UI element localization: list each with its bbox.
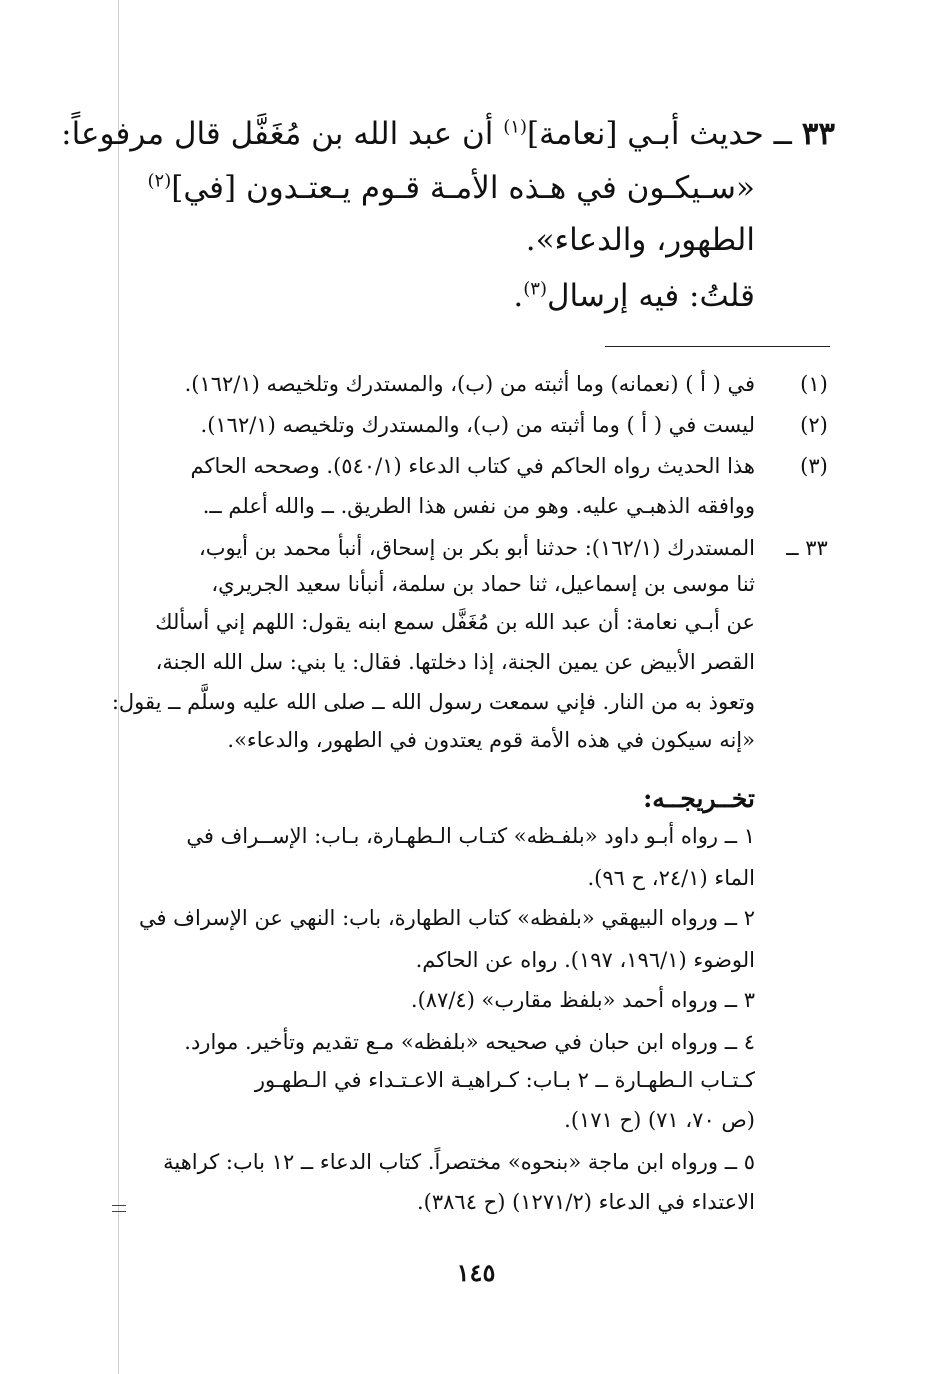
hadith-line-2: «سـيكـون في هـذه الأمـة قـوم يـعتـدون [في]$^{(٢)}$	[147, 170, 755, 206]
footnote-text: ليست في ( أ ) وما أثبته من (ب)، والمستدرك وتلخيصه (١٦٢/١).	[200, 413, 755, 437]
sanad-number: ٣٣ ــ	[786, 536, 828, 560]
footnote-number: (٢)	[800, 413, 828, 437]
takhrij-line: (ص ٧٠، ٧١) (ح ١٧١).	[564, 1108, 755, 1132]
takhrij-line: ٣ ــ ورواه أحمد «بلفظ مقارب» (٨٧/٤).	[410, 988, 755, 1012]
hadith-number: ٣٣	[801, 116, 835, 152]
footnote-text: هذا الحديث رواه الحاكم في كتاب الدعاء (٥٤٠/١). وصححه الحاكم	[190, 454, 755, 478]
takhrij-line: الوضوء (١٩٦/١، ١٩٧). رواه عن الحاكم.	[415, 948, 755, 972]
sanad-line: القصر الأبيض عن يمين الجنة، إذا دخلتها. فقال: يا بني: سل الله الجنة،	[155, 650, 755, 674]
sanad-line: «إنه سيكون في هذه الأمة قوم يعتدون في الطهور، والدعاء».	[227, 728, 755, 752]
edge-mark	[112, 1205, 126, 1206]
sanad-line: وتعوذ به من النار. فإني سمعت رسول الله ــ صلى الله عليه وسلَّم ــ يقول:	[111, 690, 755, 714]
footnote-number: (١)	[800, 372, 828, 396]
takhrij-line: ٥ ــ ورواه ابن ماجة «بنحوه» مختصراً. كتاب الدعاء ــ ١٢ باب: كراهية	[163, 1150, 755, 1174]
hadith-line-4: قلتُ: فيه إرسال$^{(٣)}$.	[513, 278, 755, 314]
takhrij-line: ٤ ــ ورواه ابن حبان في صحيحه «بلفظه» مـع تقديم وتأخير. موارد.	[184, 1030, 755, 1054]
takhrij-heading: تخــريجــه:	[643, 784, 755, 813]
page-body	[61, 0, 835, 1374]
footnote-number: (٣)	[800, 454, 828, 478]
footnote-text: في ( أ ) (نعمانه) وما أثبته من (ب)، والمستدرك وتلخيصه (١٦٢/١).	[184, 372, 755, 396]
margin-line	[118, 0, 119, 1374]
takhrij-line: كـتـاب الـطهـارة ــ ٢ بـاب: كـراهيـة الاعـتـداء في الـطهـور	[254, 1068, 755, 1092]
sanad-line: ثنا موسى بن إسماعيل، ثنا حماد بن سلمة، أنبأنا سعيد الجريري،	[211, 572, 755, 596]
takhrij-line: ١ ــ رواه أبـو داود «بلفـظه» كتـاب الـطهـارة، بـاب: الإســراف في	[186, 824, 755, 848]
footnote-separator	[605, 346, 830, 347]
takhrij-line: الماء (٢٤/١، ح ٩٦).	[587, 866, 755, 890]
takhrij-line: ٢ ــ ورواه البيهقي «بلفظه» كتاب الطهارة، باب: النهي عن الإسراف في	[138, 906, 755, 930]
page-number: ١٤٥	[456, 1258, 496, 1287]
sanad-line: المستدرك (١٦٢/١): حدثنا أبو بكر بن إسحاق، أنبأ محمد بن أيوب،	[198, 536, 755, 560]
sanad-line: عن أبـي نعامة: أن عبد الله بن مُغَفَّل سمع ابنه يقول: اللهم إني أسألك	[155, 610, 755, 634]
hadith-line-3: الطهور، والدعاء».	[525, 222, 755, 258]
hadith-line-1: ٣٣ ــ حديث أبـي [نعامة]$^{(١)}$ أن عبد الله بن مُغَفَّل قال مرفوعاً:	[61, 116, 835, 152]
footnote-text: ووافقه الذهبـي عليه. وهو من نفس هذا الطريق. ــ والله أعلم ــ.	[202, 494, 755, 518]
edge-mark	[112, 1211, 126, 1212]
takhrij-line: الاعتداء في الدعاء (١٢٧١/٢) (ح ٣٨٦٤).	[416, 1190, 755, 1214]
